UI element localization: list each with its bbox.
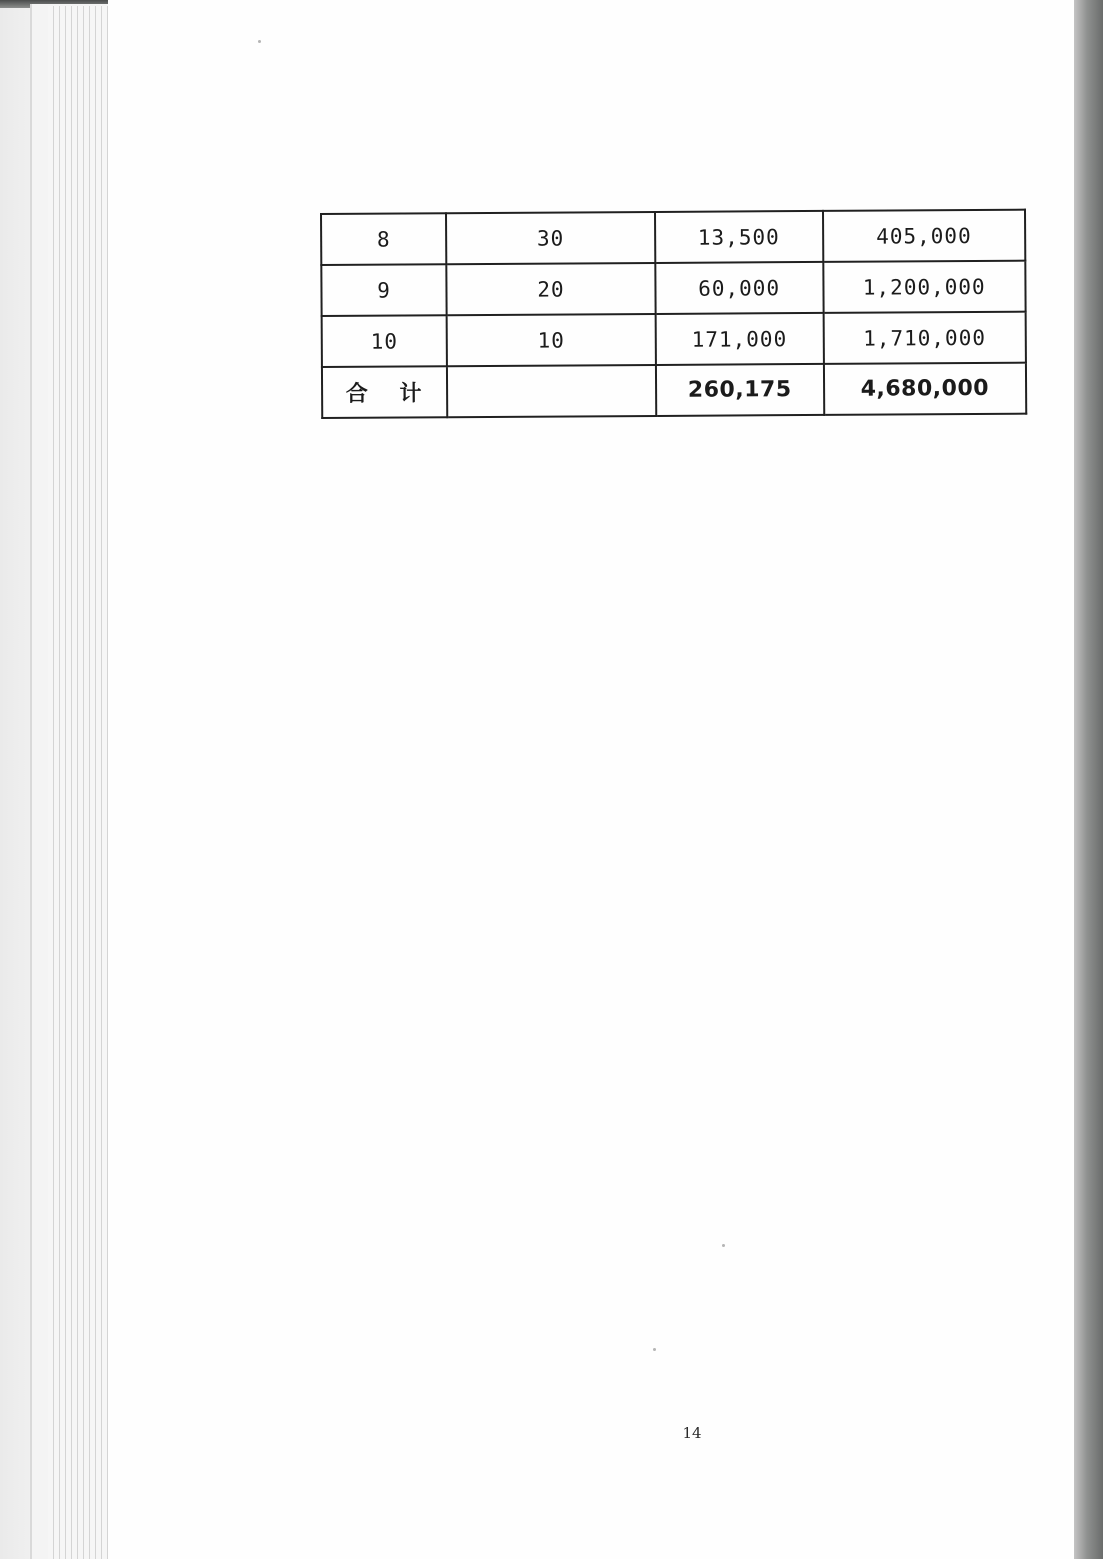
table-cell: 1,710,000 [823,312,1026,364]
table-cell: 30 [446,212,655,264]
table-row [321,210,1025,265]
table-cell: 60,000 [655,262,823,314]
data-table [320,209,1027,419]
total-cell: 4,680,000 [823,363,1026,415]
scan-speck [722,1244,725,1247]
table-cell: 10 [447,314,656,366]
table-cell: 171,000 [655,313,823,365]
scan-speck [653,1348,656,1351]
total-row [322,363,1026,418]
table-row [321,261,1025,316]
scan-edge-right [1074,0,1103,1559]
table-cell: 405,000 [823,210,1026,262]
table-body [321,210,1026,418]
table-cell: 10 [322,315,447,367]
table-cell: 8 [321,213,446,265]
table-cell: 20 [446,263,655,315]
page-number: 14 [682,1424,702,1442]
table-cell: 13,500 [655,211,823,263]
total-cell: 260,175 [656,364,824,416]
total-cell [447,365,656,417]
scan-speck [258,40,261,43]
table-cell: 1,200,000 [823,261,1026,313]
total-label: 合 计 [322,366,447,418]
table-row [322,312,1026,367]
table-cell: 9 [321,264,446,316]
